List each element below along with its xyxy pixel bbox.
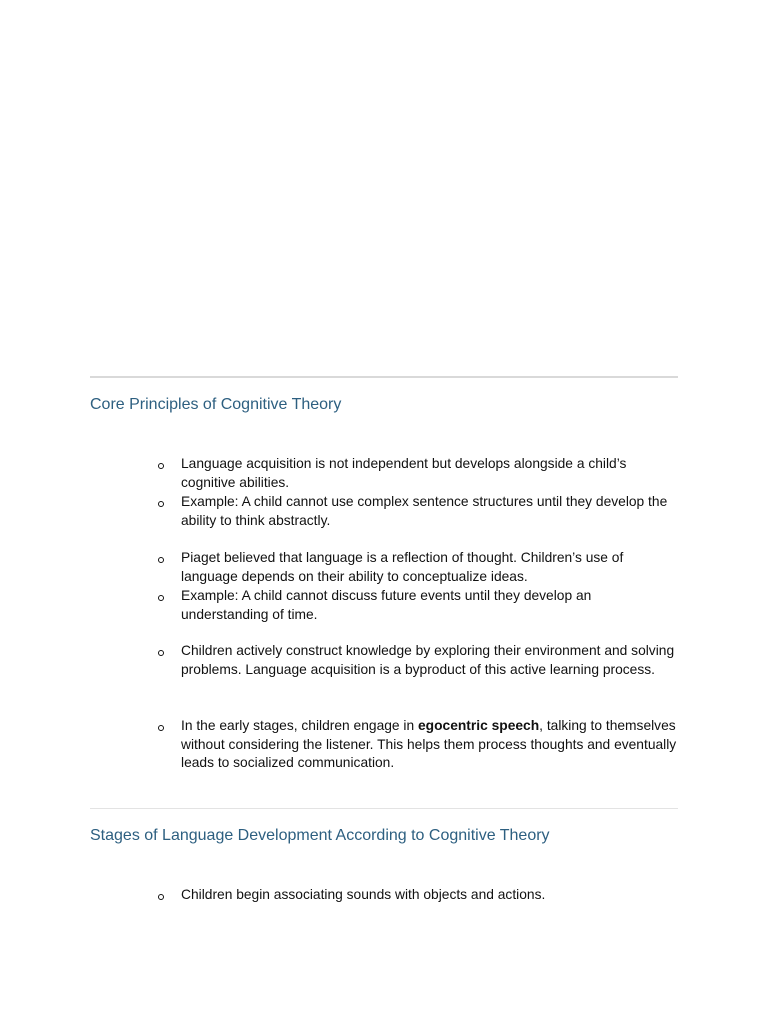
section-heading-core-principles: Core Principles of Cognitive Theory [90,396,342,413]
list-item-text: Example: A child cannot use complex sentence structures until they develop the ability to think abstractly. [181,494,668,528]
hollow-bullet-icon [158,725,164,731]
list-item [181,587,677,624]
key-term-egocentric-speech: egocentric speech [418,718,540,733]
list-item-text: Language acquisition is not independent but develops alongside a child’s cognitive abilities. [181,456,627,490]
hollow-bullet-icon [158,557,164,563]
list-item-text: Children actively construct knowledge by exploring their environment and solving problems. Language acquisition is a byproduct of this active learning process. [181,643,675,677]
section-heading-stages: Stages of Language Development According to Cognitive Theory [90,827,550,844]
list-item [181,549,677,586]
hollow-bullet-icon [158,595,164,601]
list-item-text: Children begin associating sounds with objects and actions. [181,887,546,902]
hollow-bullet-icon [158,650,164,656]
list-item [181,493,677,530]
list-item-text: Example: A child cannot discuss future events until they develop an understanding of time. [181,588,592,622]
list-item-text [181,718,676,770]
list-item-text: Piaget believed that language is a reflection of thought. Children’s use of language depends on their ability to conceptualize ideas. [181,550,624,584]
section-divider [90,376,678,378]
list-item [181,717,677,773]
list-item [181,455,677,492]
section-divider [90,808,678,809]
hollow-bullet-icon [158,501,164,507]
list-item [181,886,677,905]
hollow-bullet-icon [158,894,164,900]
list-item [181,642,677,679]
list-item-text-lead: In the early stages, children engage in [181,718,418,733]
hollow-bullet-icon [158,463,164,469]
list-item-text-tail: , talking to themselves without considering the listener. This helps them process thoughts and eventually leads to socialized communication. [181,718,677,771]
